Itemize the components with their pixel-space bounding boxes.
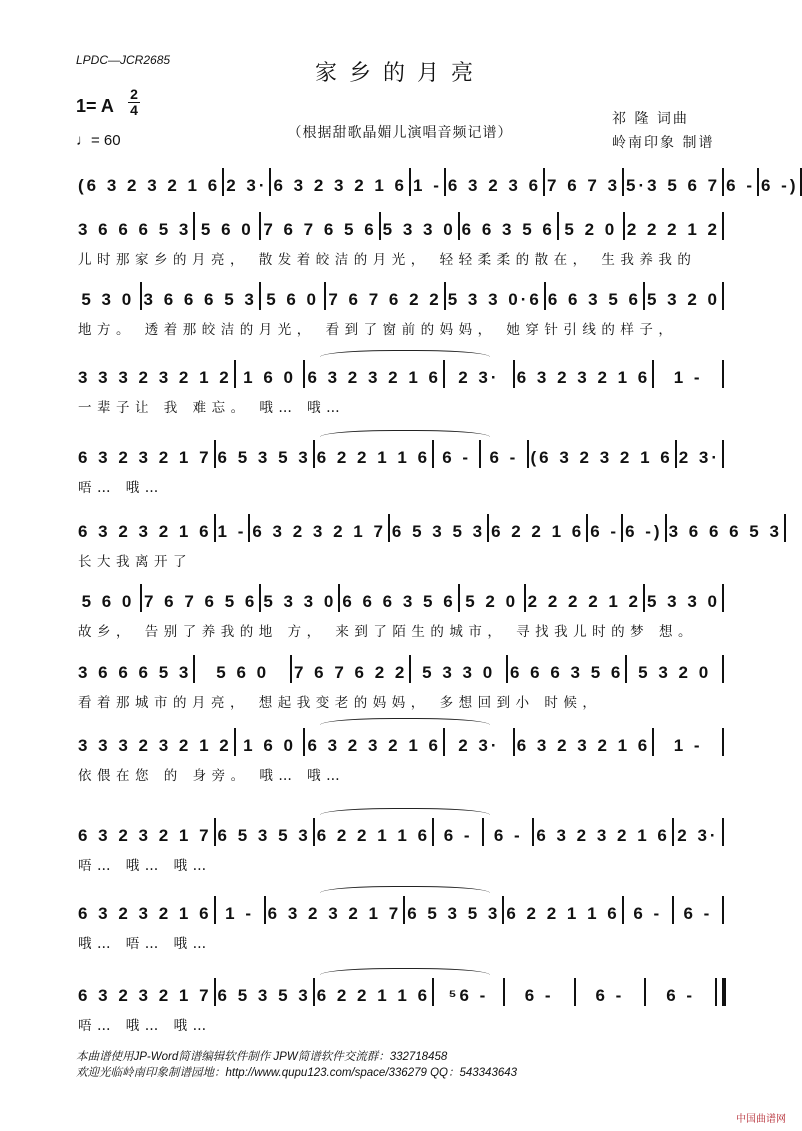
barline xyxy=(722,212,724,240)
score-system xyxy=(78,514,782,542)
lyrics-line: 依偎在您 的 身旁。 哦… 哦… xyxy=(78,768,346,784)
measure: 5 3 3 0 xyxy=(382,220,456,239)
barline xyxy=(644,978,646,1006)
measure: 6 3 2 3 2 1 6 xyxy=(78,904,212,923)
barline xyxy=(140,584,142,612)
measure: 5 6 0 xyxy=(200,220,254,239)
barline xyxy=(722,818,724,846)
measure: 6 - xyxy=(524,986,554,1005)
measure: 6 2 2 1 6 xyxy=(491,522,585,541)
barline xyxy=(532,818,534,846)
barline xyxy=(503,978,505,1006)
measure: 1 6 0 xyxy=(243,368,296,387)
measure: 2 3· xyxy=(458,368,500,387)
barline xyxy=(338,584,340,612)
barline xyxy=(403,896,405,924)
barline xyxy=(544,282,546,310)
barline xyxy=(479,440,481,468)
slur-mark xyxy=(320,968,490,975)
footer-line-2: 欢迎光临岭南印象制谱园地：http://www.qupu123.com/space/336279 QQ：543343643 xyxy=(76,1067,518,1079)
barline xyxy=(444,282,446,310)
barline xyxy=(722,360,724,388)
measure: 3 3 3 2 3 2 1 2 xyxy=(78,368,232,387)
final-barline xyxy=(722,978,726,1006)
barline xyxy=(524,584,526,612)
score-system xyxy=(78,212,726,240)
measure: 6 - xyxy=(590,522,620,541)
barline xyxy=(722,168,724,196)
barline xyxy=(259,282,261,310)
measure: 2 2 2 1 2 xyxy=(626,220,720,239)
slur-mark xyxy=(320,808,490,815)
lyrics-line: 唔… 哦… 哦… xyxy=(78,858,212,874)
measure: 6 2 2 1 1 6 xyxy=(316,826,431,845)
measure: 6 5 3 5 3 xyxy=(391,522,486,541)
measure: 6 - xyxy=(666,986,696,1005)
measure: 6 - xyxy=(683,904,713,923)
measure: 2 2 2 2 1 2 xyxy=(527,592,641,611)
measure: 6 2 2 1 1 6 xyxy=(316,448,431,467)
lyrics-line: 哦… 唔… 哦… xyxy=(78,936,212,952)
measure: 6 5 3 5 3 xyxy=(407,904,501,923)
measure: 6 - xyxy=(493,826,523,845)
measure: 6 2 2 1 1 6 xyxy=(316,986,431,1005)
barline xyxy=(313,818,315,846)
page-title: 家乡的月亮 xyxy=(314,61,485,86)
measure: 3 6 6 6 5 3 xyxy=(668,522,782,541)
barline xyxy=(290,655,292,683)
barline xyxy=(586,514,588,542)
meter-top: 2 xyxy=(130,86,138,102)
measure: 5 3 3 0 xyxy=(422,663,496,682)
barline xyxy=(432,818,434,846)
barline xyxy=(672,896,674,924)
score-system xyxy=(78,282,726,310)
barline xyxy=(409,168,411,196)
slur-mark xyxy=(320,350,490,357)
score-system xyxy=(78,360,726,388)
barline xyxy=(715,978,717,1006)
measure: 6 - xyxy=(442,448,472,467)
barline xyxy=(513,360,515,388)
arranger-credit: 岭南印象 制谱 xyxy=(612,135,715,151)
lyrics-line: 看着那城市的月亮， 想起我变老的妈妈， 多想回到小 时候， xyxy=(78,695,602,711)
measure: 7 6 7 6 2 2 xyxy=(294,663,408,682)
measure: 3 3 3 2 3 2 1 2 xyxy=(78,736,232,755)
measure: 7 6 7 6 5 6 xyxy=(263,220,377,239)
measure: 6 - xyxy=(633,904,663,923)
barline xyxy=(784,514,786,542)
barline xyxy=(269,168,271,196)
measure: 6 -) xyxy=(625,522,663,541)
measure: 6 3 2 3 2 1 6 xyxy=(273,176,408,195)
barline xyxy=(432,440,434,468)
score-system xyxy=(78,655,726,683)
barline xyxy=(652,728,654,756)
barline xyxy=(259,212,261,240)
barline xyxy=(722,728,724,756)
barline xyxy=(409,655,411,683)
measure: 6 6 6 3 5 6 xyxy=(510,663,624,682)
measure: 5 3 3 0·6 xyxy=(447,290,542,309)
barline xyxy=(722,584,724,612)
barline xyxy=(502,896,504,924)
lyrics-line: 唔… 哦… 哦… xyxy=(78,1018,212,1034)
measure: 6 3 2 3 2 1 6 xyxy=(536,826,670,845)
barline xyxy=(259,584,261,612)
measure: 6 3 2 3 2 1 7 xyxy=(78,826,212,845)
score-system xyxy=(78,440,726,468)
lyrics-line: 地方。 透着那皎洁的月光， 看到了窗前的妈妈， 她穿针引线的样子， xyxy=(78,322,678,338)
lyricist-credit: 祁 隆 词曲 xyxy=(612,111,689,127)
barline xyxy=(214,440,216,468)
measure: 5 6 0 xyxy=(216,663,270,682)
score-system xyxy=(78,168,799,196)
barline xyxy=(623,212,625,240)
barline xyxy=(443,728,445,756)
barline xyxy=(193,655,195,683)
time-signature xyxy=(128,88,140,117)
barline xyxy=(458,584,460,612)
measure: 1 - xyxy=(413,176,442,195)
barline xyxy=(557,212,559,240)
barline xyxy=(379,212,381,240)
measure: 7 6 7 6 5 6 xyxy=(143,592,258,611)
measure: 6 - xyxy=(595,986,625,1005)
measure: 5 3 2 0 xyxy=(638,663,712,682)
barline xyxy=(672,818,674,846)
barline xyxy=(432,978,434,1006)
measure: 7 6 7 3 xyxy=(547,176,621,195)
slur-mark xyxy=(320,430,490,437)
measure: 5 6 0 xyxy=(266,290,320,309)
barline xyxy=(621,514,623,542)
measure: 6 3 2 3 2 1 7 xyxy=(267,904,402,923)
barline xyxy=(543,168,545,196)
measure: 5 3 3 0 xyxy=(647,592,720,611)
measure: (6 3 2 3 2 1 6 xyxy=(78,176,221,195)
measure: 6 3 2 3 2 1 7 xyxy=(252,522,386,541)
subtitle: （根据甜歌晶媚儿演唱音频记谱） xyxy=(287,125,513,141)
barline xyxy=(574,978,576,1006)
slur-mark xyxy=(320,718,490,725)
meter-bottom: 4 xyxy=(130,102,138,118)
score-system xyxy=(78,728,726,756)
barline xyxy=(487,514,489,542)
key-signature: 1= A xyxy=(76,96,114,116)
barline xyxy=(444,168,446,196)
barline xyxy=(643,282,645,310)
measure: 6 - xyxy=(443,826,473,845)
lyrics-line: 唔… 哦… xyxy=(78,480,164,496)
barline xyxy=(482,818,484,846)
barline xyxy=(214,978,216,1006)
barline xyxy=(665,514,667,542)
measure: 5 3 3 0 xyxy=(263,592,337,611)
barline xyxy=(303,360,305,388)
measure: 5 3 0 xyxy=(81,290,135,309)
barline xyxy=(513,728,515,756)
barline xyxy=(303,728,305,756)
barline xyxy=(388,514,390,542)
barline xyxy=(222,168,224,196)
score-code: LPDC—JCR2685 xyxy=(76,53,171,67)
barline xyxy=(643,584,645,612)
barline xyxy=(722,896,724,924)
score-system xyxy=(78,896,726,924)
measure: 1 - xyxy=(673,368,703,387)
measure: 6 3 2 3 2 1 7 xyxy=(78,448,212,467)
barline xyxy=(622,896,624,924)
slur-mark xyxy=(320,886,490,893)
measure: (6 3 2 3 2 1 6 xyxy=(530,448,673,467)
measure: 6 5 3 5 3 xyxy=(217,826,311,845)
measure: 2 3· xyxy=(458,736,500,755)
barline xyxy=(652,360,654,388)
barline xyxy=(193,212,195,240)
measure: 6 3 2 3 6 xyxy=(447,176,542,195)
lyrics-line: 故乡， 告别了养我的地 方， 来到了陌生的城市， 寻找我儿时的梦 想。 xyxy=(78,624,697,640)
lyrics-line: 长大我离开了 xyxy=(78,554,192,570)
measure: 5 2 0 xyxy=(564,220,618,239)
barline xyxy=(234,360,236,388)
measure: 6 6 3 5 6 xyxy=(461,220,555,239)
measure: 5 6 0 xyxy=(81,592,135,611)
watermark-logo: 中国曲谱网 xyxy=(736,1114,786,1125)
measure: 6 6 3 5 6 xyxy=(547,290,641,309)
barline xyxy=(324,282,326,310)
measure: 7 6 7 6 2 2 xyxy=(328,290,442,309)
barline xyxy=(757,168,759,196)
barline xyxy=(214,818,216,846)
barline xyxy=(214,896,216,924)
measure: 6 3 2 3 2 1 6 xyxy=(307,736,441,755)
measure: 2 3· xyxy=(226,176,268,195)
barline xyxy=(140,282,142,310)
barline xyxy=(722,282,724,310)
barline xyxy=(722,655,724,683)
barline xyxy=(722,440,724,468)
measure: 6 3 2 3 2 1 6 xyxy=(307,368,441,387)
measure: 3 6 6 6 5 3 xyxy=(143,290,257,309)
measure: 1 - xyxy=(225,904,255,923)
barline xyxy=(264,896,266,924)
barline xyxy=(313,978,315,1006)
measure: 6 5 3 5 3 xyxy=(217,448,311,467)
measure: 2 3· xyxy=(677,826,719,845)
measure: 6 3 2 3 2 1 7 xyxy=(78,986,212,1005)
lyrics-line: 一辈子让 我 难忘。 哦… 哦… xyxy=(78,400,346,416)
measure: 5 3 2 0 xyxy=(647,290,720,309)
barline xyxy=(675,440,677,468)
measure: 6 2 2 1 1 6 xyxy=(506,904,620,923)
barline xyxy=(248,514,250,542)
measure: 6 5 3 5 3 xyxy=(217,986,311,1005)
barline xyxy=(234,728,236,756)
barline xyxy=(313,440,315,468)
barline xyxy=(527,440,529,468)
barline xyxy=(443,360,445,388)
measure: 5·3 5 6 7 xyxy=(626,176,721,195)
score-system xyxy=(78,584,726,612)
measure: 2 3· xyxy=(678,448,720,467)
barline xyxy=(506,655,508,683)
barline xyxy=(625,655,627,683)
score-system xyxy=(78,818,726,846)
measure: 6 - xyxy=(489,448,519,467)
measure: 6 3 2 3 2 1 6 xyxy=(516,368,651,387)
barline xyxy=(458,212,460,240)
lyrics-line: 儿时那家乡的月亮， 散发着皎洁的月光， 轻轻柔柔的散在， 生我养我的 xyxy=(78,252,697,268)
measure: 3 6 6 6 5 3 xyxy=(78,220,192,239)
footer-line-1: 本曲谱使用JP-Word简谱编辑软件制作 JPW简谱软件交流群：332718458 xyxy=(76,1051,448,1063)
measure: 3 6 6 6 5 3 xyxy=(78,663,192,682)
measure: 6 3 2 3 2 1 6 xyxy=(516,736,651,755)
tempo-marking: ♩= 60 xyxy=(76,132,121,149)
measure: 6 - xyxy=(726,176,755,195)
measure: 1 - xyxy=(217,522,247,541)
barline xyxy=(214,514,216,542)
measure: 6 -) xyxy=(760,176,799,195)
measure: 1 - xyxy=(673,736,703,755)
measure: 1 6 0 xyxy=(243,736,296,755)
barline xyxy=(622,168,624,196)
measure: 6 6 6 3 5 6 xyxy=(342,592,456,611)
measure: ⁵6 - xyxy=(448,986,489,1005)
measure: 5 2 0 xyxy=(465,592,519,611)
measure: 6 3 2 3 2 1 6 xyxy=(78,522,212,541)
score-system xyxy=(78,978,726,1006)
